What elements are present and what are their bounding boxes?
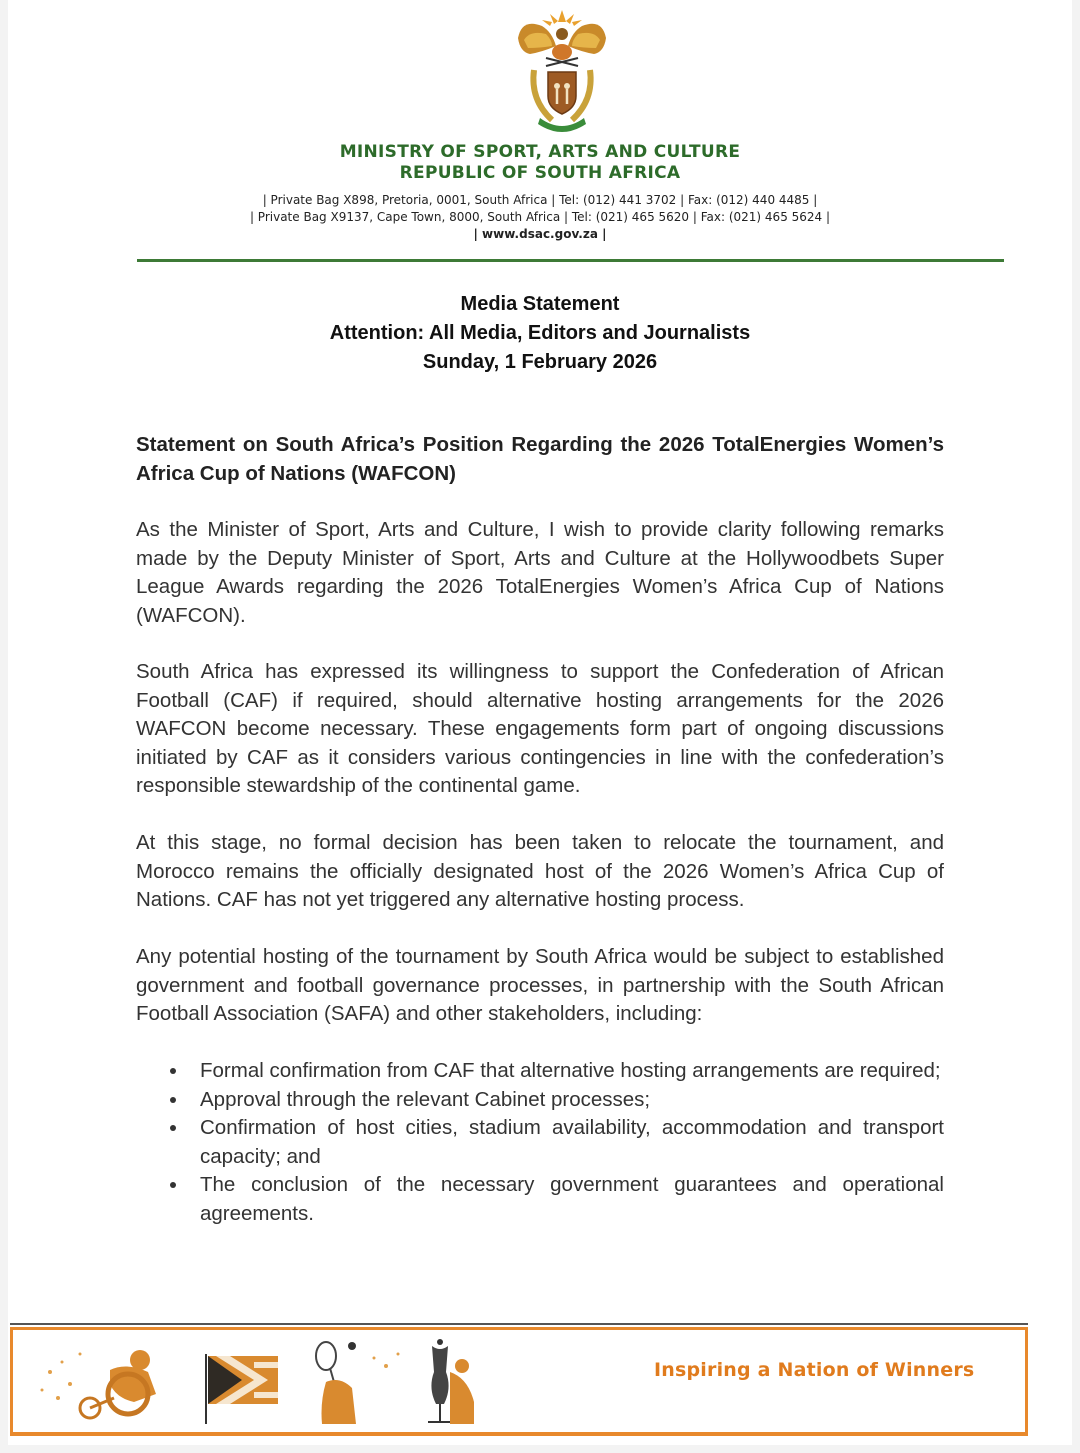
country-name: REPUBLIC OF SOUTH AFRICA bbox=[399, 163, 681, 183]
paragraph-3: At this stage, no formal decision has been taken to relocate the tournament, and Morocco remains the officially designated host of the 2026 Women’s Africa Cup of Nations. CAF has not yet triggered any alternative hosting process. bbox=[136, 831, 944, 911]
pretoria-address: | Private Bag X898, Pretoria, 0001, South Africa | Tel: (012) 441 3702 | Fax: (012) 440 4485 | bbox=[262, 193, 818, 207]
list-item bbox=[136, 1171, 944, 1228]
list-item-text: Confirmation of host cities, stadium availability, accommodation and transport capacity; and bbox=[200, 1116, 944, 1168]
south-africa-flag-icon bbox=[206, 1354, 278, 1424]
list-item bbox=[136, 1114, 944, 1171]
ministry-heading bbox=[0, 142, 1080, 184]
bullet-icon bbox=[170, 1097, 176, 1103]
statement-title: Statement on South Africa’s Position Regarding the 2026 TotalEnergies Women’s Africa Cup of Nations (WAFCON) bbox=[136, 433, 944, 485]
paragraph-2: South Africa has expressed its willingness to support the Confederation of African Football (CAF) if required, should alternative hosting arrangements for the 2026 WAFCON become necessary. These engagements form part of ongoing discussions initiated by CAF as it considers various contingencies in line with the confederation’s responsible stewardship of the continental game. bbox=[136, 660, 944, 797]
bullet-icon bbox=[170, 1125, 176, 1131]
bullet-icon bbox=[170, 1068, 176, 1074]
requirements-list bbox=[136, 1057, 944, 1228]
list-item bbox=[136, 1057, 944, 1086]
footer-orange-border-left bbox=[10, 1327, 13, 1436]
list-item-text: Formal confirmation from CAF that alternative hosting arrangements are required; bbox=[200, 1059, 941, 1082]
bullet-icon bbox=[170, 1182, 176, 1188]
header-divider bbox=[137, 259, 1004, 262]
statement-heading bbox=[0, 290, 1080, 377]
statement-date: Sunday, 1 February 2026 bbox=[422, 351, 658, 373]
statement-attention: Attention: All Media, Editors and Journalists bbox=[329, 322, 751, 344]
website-link[interactable]: | www.dsac.gov.za | bbox=[473, 227, 607, 241]
fashion-mannequin-icon bbox=[428, 1339, 474, 1424]
cape-town-address: | Private Bag X9137, Cape Town, 8000, South Africa | Tel: (021) 465 5620 | Fax: (021) 465 5624 | bbox=[249, 210, 831, 224]
list-item-text: Approval through the relevant Cabinet processes; bbox=[200, 1087, 651, 1111]
tennis-player-icon bbox=[316, 1342, 400, 1424]
statement-type: Media Statement bbox=[460, 293, 620, 315]
list-item-text: The conclusion of the necessary government guarantees and operational agreements. bbox=[200, 1173, 944, 1225]
ministry-name: MINISTRY OF SPORT, ARTS AND CULTURE bbox=[339, 142, 741, 162]
footer-orange-border-bottom bbox=[10, 1432, 1028, 1436]
wheelchair-athlete-icon bbox=[41, 1350, 157, 1418]
paragraph-1: As the Minister of Sport, Arts and Culture, I wish to provide clarity following remarks made by the Deputy Minister of Sport, Arts and Culture at the Hollywoodbets Super League Awards regarding the 2026 TotalEnergies Women’s Africa Cup of Nations (WAFCON). bbox=[136, 518, 944, 627]
address-block bbox=[0, 192, 1080, 243]
footer-orange-border-top bbox=[10, 1327, 1028, 1330]
footer-top-line bbox=[10, 1323, 1028, 1325]
footer-slogan: Inspiring a Nation of Winners bbox=[654, 1359, 975, 1381]
list-item bbox=[136, 1086, 944, 1115]
paragraph-4: Any potential hosting of the tournament by South Africa would be subject to established government and football governance processes, in partnership with the South African Football Association (SAFA) and other stakeholders, including: bbox=[136, 945, 944, 1025]
footer-illustration bbox=[30, 1332, 500, 1428]
coat-of-arms-icon bbox=[512, 8, 612, 138]
footer-orange-border-right bbox=[1025, 1327, 1028, 1436]
